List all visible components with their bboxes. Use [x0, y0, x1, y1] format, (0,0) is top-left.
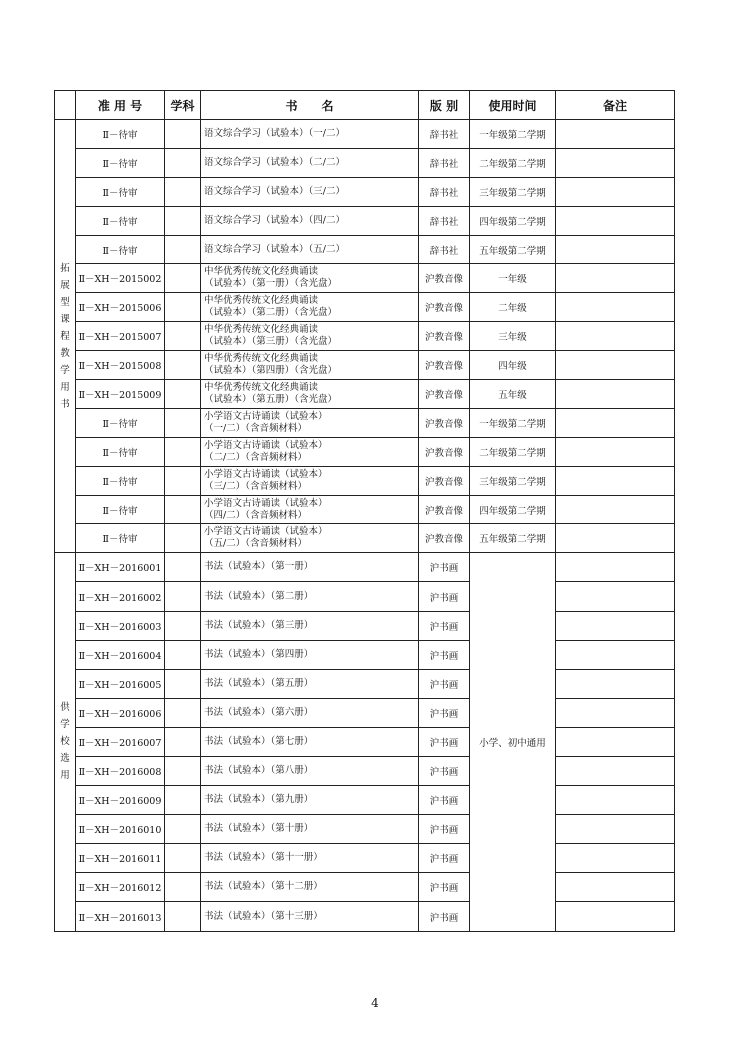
category-label: 供 学 校 选 用 [55, 553, 76, 931]
remarks-cell [556, 757, 675, 786]
title-cell: 语文综合学习（试验本）（二/二） [201, 148, 419, 177]
title-cell: 中华优秀传统文化经典诵读 （试验本）（第三册）（含光盘） [201, 322, 419, 351]
usage-cell: 二年级第二学期 [470, 437, 556, 466]
code-cell: Ⅱ－待审 [76, 120, 165, 149]
subject-cell [165, 815, 201, 844]
remarks-cell [556, 322, 675, 351]
code-cell: Ⅱ－XH－2016004 [76, 640, 165, 669]
subject-cell [165, 380, 201, 409]
title-cell: 中华优秀传统文化经典诵读 （试验本）（第四册）（含光盘） [201, 351, 419, 380]
subject-cell [165, 669, 201, 698]
table-row [55, 206, 675, 235]
remarks-cell [556, 408, 675, 437]
header-title: 书 名 [201, 91, 419, 120]
title-cell: 书法（试验本）（第二册） [201, 582, 419, 611]
usage-cell: 三年级第二学期 [470, 177, 556, 206]
title-cell: 小学语文古诗诵读（试验本） （一/二）（含音频材料） [201, 408, 419, 437]
textbook-table [54, 90, 675, 932]
header-code: 准 用 号 [76, 91, 165, 120]
subject-cell [165, 902, 201, 931]
publisher-cell: 辞书社 [419, 235, 470, 264]
publisher-cell: 沪书画 [419, 873, 470, 902]
usage-cell-merged: 小学、初中通用 [470, 553, 556, 931]
table-row [55, 640, 675, 669]
title-cell: 书法（试验本）（第四册） [201, 640, 419, 669]
title-cell: 书法（试验本）（第十册） [201, 815, 419, 844]
table-row [55, 873, 675, 902]
usage-cell: 五年级 [470, 380, 556, 409]
header-remarks: 备注 [556, 91, 675, 120]
table-row [55, 380, 675, 409]
table-row [55, 148, 675, 177]
code-cell: Ⅱ－XH－2016003 [76, 611, 165, 640]
code-cell: Ⅱ－XH－2016005 [76, 669, 165, 698]
publisher-cell: 辞书社 [419, 148, 470, 177]
subject-cell [165, 698, 201, 727]
usage-cell: 五年级第二学期 [470, 524, 556, 553]
usage-cell: 四年级第二学期 [470, 206, 556, 235]
subject-cell [165, 293, 201, 322]
code-cell: Ⅱ－XH－2016002 [76, 582, 165, 611]
publisher-cell: 沪教音像 [419, 293, 470, 322]
publisher-cell: 沪书画 [419, 640, 470, 669]
code-cell: Ⅱ－XH－2016012 [76, 873, 165, 902]
usage-cell: 二年级第二学期 [470, 148, 556, 177]
code-cell: Ⅱ－XH－2016001 [76, 553, 165, 582]
code-cell: Ⅱ－XH－2015002 [76, 264, 165, 293]
subject-cell [165, 206, 201, 235]
table-body [55, 120, 675, 932]
title-cell: 中华优秀传统文化经典诵读 （试验本）（第二册）（含光盘） [201, 293, 419, 322]
publisher-cell: 沪书画 [419, 757, 470, 786]
publisher-cell: 沪书画 [419, 698, 470, 727]
title-cell: 书法（试验本）（第十二册） [201, 873, 419, 902]
title-cell: 书法（试验本）（第六册） [201, 698, 419, 727]
title-cell: 书法（试验本）（第一册） [201, 553, 419, 582]
remarks-cell [556, 148, 675, 177]
remarks-cell [556, 235, 675, 264]
remarks-cell [556, 495, 675, 524]
code-cell: Ⅱ－待审 [76, 235, 165, 264]
remarks-cell [556, 293, 675, 322]
remarks-cell [556, 553, 675, 582]
table-row [55, 844, 675, 873]
code-cell: Ⅱ－XH－2016008 [76, 757, 165, 786]
code-cell: Ⅱ－XH－2016011 [76, 844, 165, 873]
remarks-cell [556, 902, 675, 931]
table-row [55, 902, 675, 931]
table-row [55, 698, 675, 727]
publisher-cell: 沪教音像 [419, 322, 470, 351]
remarks-cell [556, 524, 675, 553]
title-cell: 语文综合学习（试验本）（四/二） [201, 206, 419, 235]
publisher-cell: 沪书画 [419, 553, 470, 582]
code-cell: Ⅱ－待审 [76, 206, 165, 235]
title-cell: 小学语文古诗诵读（试验本） （二/二）（含音频材料） [201, 437, 419, 466]
code-cell: Ⅱ－XH－2016009 [76, 786, 165, 815]
usage-cell: 一年级第二学期 [470, 408, 556, 437]
table-row [55, 235, 675, 264]
title-cell: 书法（试验本）（第十一册） [201, 844, 419, 873]
subject-cell [165, 351, 201, 380]
usage-cell: 三年级 [470, 322, 556, 351]
code-cell: Ⅱ－XH－2015008 [76, 351, 165, 380]
header-publisher: 版 别 [419, 91, 470, 120]
usage-cell: 三年级第二学期 [470, 466, 556, 495]
header-subject: 学科 [165, 91, 201, 120]
subject-cell [165, 873, 201, 902]
remarks-cell [556, 844, 675, 873]
table-row [55, 322, 675, 351]
title-cell: 中华优秀传统文化经典诵读 （试验本）（第一册）（含光盘） [201, 264, 419, 293]
remarks-cell [556, 786, 675, 815]
publisher-cell: 沪书画 [419, 902, 470, 931]
publisher-cell: 沪教音像 [419, 351, 470, 380]
header-category [55, 91, 76, 120]
usage-cell: 一年级 [470, 264, 556, 293]
subject-cell [165, 582, 201, 611]
code-cell: Ⅱ－XH－2016007 [76, 727, 165, 756]
publisher-cell: 沪书画 [419, 815, 470, 844]
usage-cell: 一年级第二学期 [470, 120, 556, 149]
remarks-cell [556, 727, 675, 756]
subject-cell [165, 235, 201, 264]
publisher-cell: 沪教音像 [419, 524, 470, 553]
publisher-cell: 辞书社 [419, 206, 470, 235]
subject-cell [165, 408, 201, 437]
code-cell: Ⅱ－待审 [76, 408, 165, 437]
publisher-cell: 沪教音像 [419, 408, 470, 437]
publisher-cell: 沪书画 [419, 727, 470, 756]
code-cell: Ⅱ－XH－2016006 [76, 698, 165, 727]
code-cell: Ⅱ－待审 [76, 495, 165, 524]
code-cell: Ⅱ－XH－2015007 [76, 322, 165, 351]
table-row [55, 495, 675, 524]
title-cell: 书法（试验本）（第十三册） [201, 902, 419, 931]
title-cell: 书法（试验本）（第七册） [201, 727, 419, 756]
remarks-cell [556, 264, 675, 293]
remarks-cell [556, 466, 675, 495]
publisher-cell: 辞书社 [419, 177, 470, 206]
publisher-cell: 沪书画 [419, 611, 470, 640]
remarks-cell [556, 669, 675, 698]
remarks-cell [556, 611, 675, 640]
table-row [55, 786, 675, 815]
table-row [55, 408, 675, 437]
title-cell: 书法（试验本）（第八册） [201, 757, 419, 786]
title-cell: 书法（试验本）（第九册） [201, 786, 419, 815]
subject-cell [165, 640, 201, 669]
code-cell: Ⅱ－XH－2015009 [76, 380, 165, 409]
title-cell: 语文综合学习（试验本）（五/二） [201, 235, 419, 264]
title-cell: 书法（试验本）（第五册） [201, 669, 419, 698]
subject-cell [165, 437, 201, 466]
subject-cell [165, 148, 201, 177]
remarks-cell [556, 582, 675, 611]
subject-cell [165, 757, 201, 786]
remarks-cell [556, 380, 675, 409]
subject-cell [165, 177, 201, 206]
subject-cell [165, 786, 201, 815]
title-cell: 语文综合学习（试验本）（一/二） [201, 120, 419, 149]
subject-cell [165, 495, 201, 524]
publisher-cell: 沪教音像 [419, 495, 470, 524]
subject-cell [165, 844, 201, 873]
table-row [55, 293, 675, 322]
title-cell: 小学语文古诗诵读（试验本） （五/二）（含音频材料） [201, 524, 419, 553]
code-cell: Ⅱ－XH－2016013 [76, 902, 165, 931]
publisher-cell: 沪教音像 [419, 437, 470, 466]
remarks-cell [556, 351, 675, 380]
code-cell: Ⅱ－XH－2015006 [76, 293, 165, 322]
title-cell: 小学语文古诗诵读（试验本） （三/二）（含音频材料） [201, 466, 419, 495]
code-cell: Ⅱ－待审 [76, 148, 165, 177]
usage-cell: 二年级 [470, 293, 556, 322]
table-row [55, 727, 675, 756]
table-row [55, 177, 675, 206]
page-number: 4 [371, 996, 379, 1010]
code-cell: Ⅱ－待审 [76, 437, 165, 466]
title-cell: 书法（试验本）（第三册） [201, 611, 419, 640]
code-cell: Ⅱ－待审 [76, 466, 165, 495]
usage-cell: 四年级 [470, 351, 556, 380]
remarks-cell [556, 120, 675, 149]
publisher-cell: 沪教音像 [419, 466, 470, 495]
title-cell: 语文综合学习（试验本）（三/二） [201, 177, 419, 206]
publisher-cell: 沪书画 [419, 669, 470, 698]
publisher-cell: 沪书画 [419, 844, 470, 873]
subject-cell [165, 524, 201, 553]
table-row [55, 582, 675, 611]
table-row [55, 524, 675, 553]
subject-cell [165, 553, 201, 582]
table-row [55, 466, 675, 495]
header-row [55, 91, 675, 120]
remarks-cell [556, 206, 675, 235]
table-row [55, 815, 675, 844]
subject-cell [165, 611, 201, 640]
table-row [55, 437, 675, 466]
subject-cell [165, 120, 201, 149]
table-row [55, 351, 675, 380]
title-cell: 中华优秀传统文化经典诵读 （试验本）（第五册）（含光盘） [201, 380, 419, 409]
table-row [55, 120, 675, 149]
subject-cell [165, 466, 201, 495]
table-row [55, 553, 675, 582]
subject-cell [165, 322, 201, 351]
remarks-cell [556, 437, 675, 466]
remarks-cell [556, 815, 675, 844]
code-cell: Ⅱ－待审 [76, 177, 165, 206]
table-row [55, 611, 675, 640]
remarks-cell [556, 698, 675, 727]
publisher-cell: 沪书画 [419, 786, 470, 815]
publisher-cell: 沪教音像 [419, 264, 470, 293]
remarks-cell [556, 177, 675, 206]
usage-cell: 四年级第二学期 [470, 495, 556, 524]
subject-cell [165, 727, 201, 756]
remarks-cell [556, 640, 675, 669]
table-row [55, 264, 675, 293]
code-cell: Ⅱ－待审 [76, 524, 165, 553]
usage-cell: 五年级第二学期 [470, 235, 556, 264]
table-row [55, 669, 675, 698]
publisher-cell: 沪书画 [419, 582, 470, 611]
header-usage: 使用时间 [470, 91, 556, 120]
title-cell: 小学语文古诗诵读（试验本） （四/二）（含音频材料） [201, 495, 419, 524]
table-row [55, 757, 675, 786]
subject-cell [165, 264, 201, 293]
category-label: 拓 展 型 课 程 教 学 用 书 [55, 120, 76, 553]
publisher-cell: 辞书社 [419, 120, 470, 149]
remarks-cell [556, 873, 675, 902]
code-cell: Ⅱ－XH－2016010 [76, 815, 165, 844]
publisher-cell: 沪教音像 [419, 380, 470, 409]
